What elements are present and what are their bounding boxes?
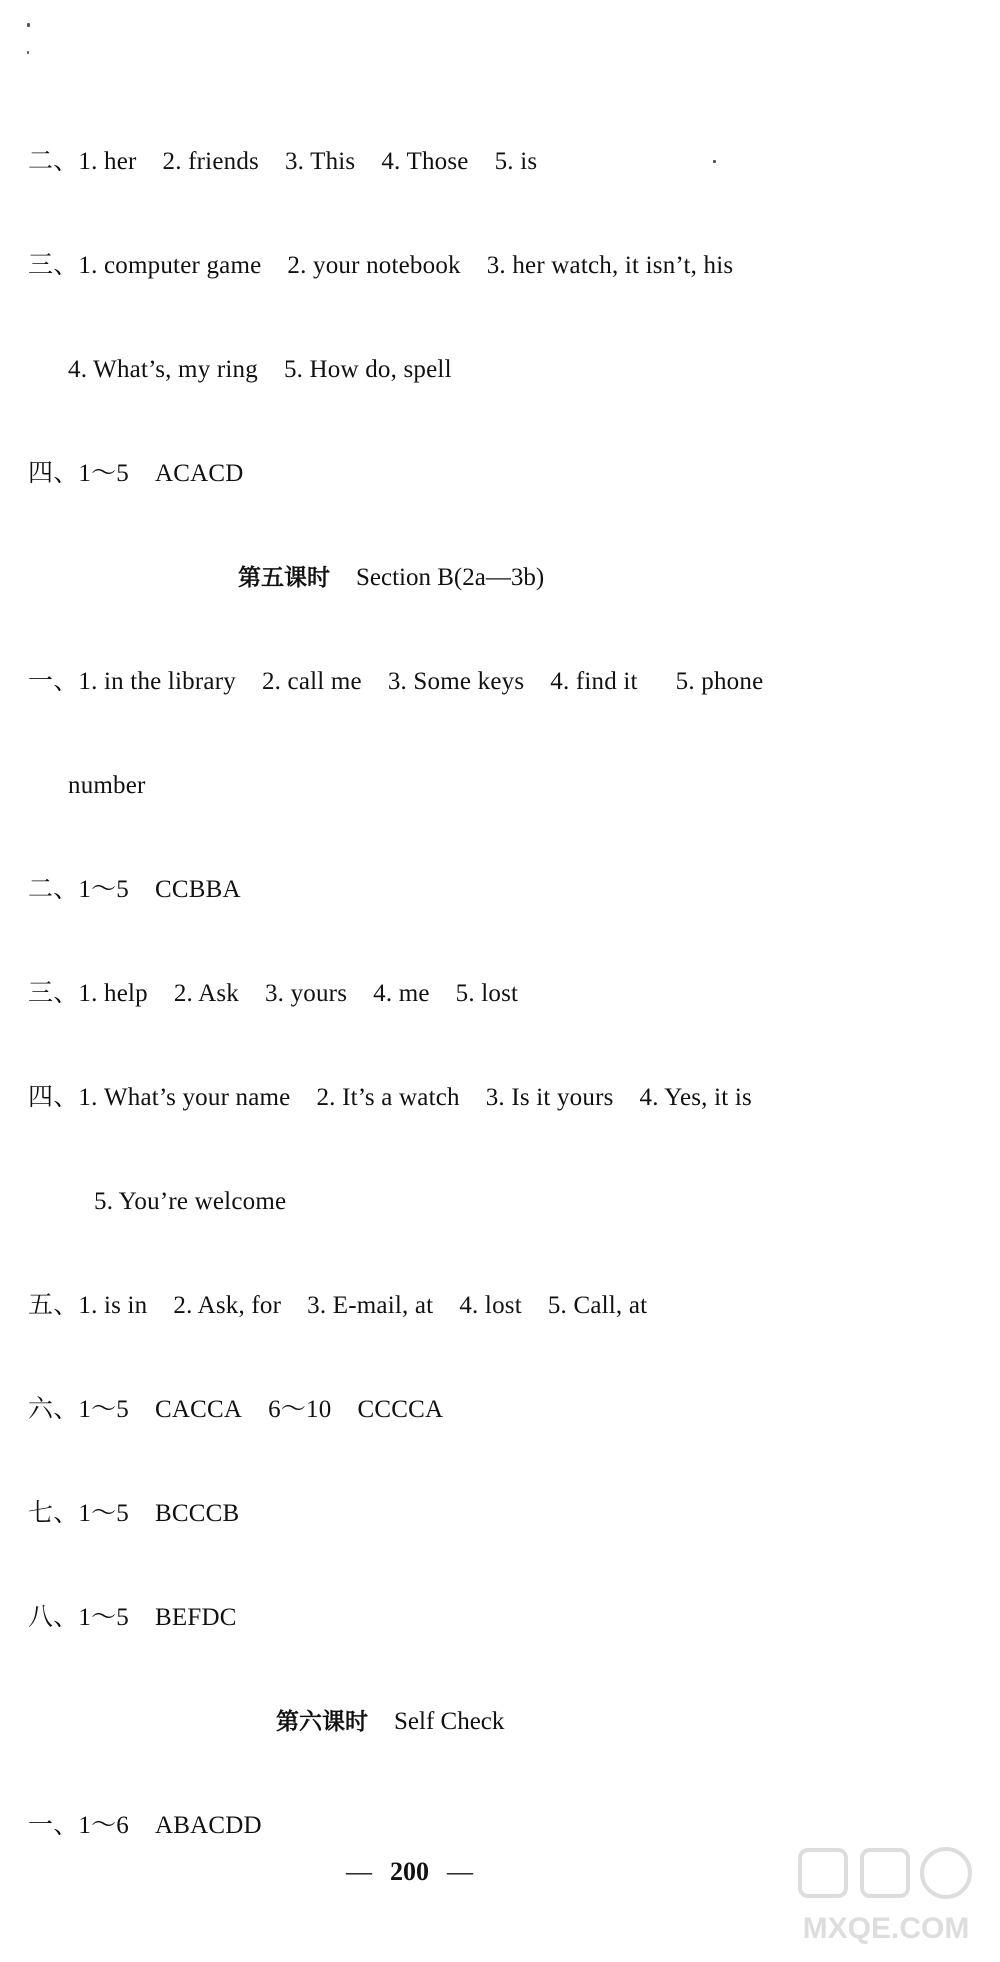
answer-range: 1～5 <box>78 1500 130 1527</box>
answer-item: 3. her watch, it isn’t, his <box>486 252 734 279</box>
answer-item: 3. Some keys <box>387 668 525 695</box>
answer-item: 5. is <box>494 148 538 175</box>
answer-line-7 <box>28 1498 239 1530</box>
watermark-text: MXQE.COM <box>802 1912 970 1945</box>
answer-item: 2. call me <box>261 668 362 695</box>
lesson-title: Section B(2a—3b) <box>356 564 545 591</box>
answer-letters: CCBBA <box>155 876 241 903</box>
answer-item: 1. is in <box>78 1292 148 1319</box>
answer-item: 1. What’s your name <box>78 1084 291 1111</box>
answer-item: 5. How do, spell <box>283 356 452 383</box>
answer-item: 2. It’s a watch <box>316 1084 460 1111</box>
answer-item: 4. me <box>373 980 430 1007</box>
answer-line-4 <box>28 1082 752 1114</box>
answer-item: 2. Ask, for <box>173 1292 282 1319</box>
scan-speck <box>27 23 30 27</box>
section-prefix: 三、 <box>28 252 79 279</box>
answer-letters: CCCCA <box>357 1396 444 1423</box>
answer-range: 6～10 <box>268 1396 332 1423</box>
lesson-number: 第五课时 <box>238 565 330 591</box>
section-prefix: 五、 <box>28 1292 79 1319</box>
answer-item: 2. friends <box>162 148 259 175</box>
section-prefix: 七、 <box>28 1500 79 1527</box>
answer-line-1 <box>28 1810 262 1842</box>
answer-line-1 <box>28 666 763 698</box>
answer-letters: ACACD <box>155 460 244 487</box>
section-prefix: 二、 <box>28 876 79 903</box>
answer-item: 4. Those <box>381 148 469 175</box>
answer-range: 1～6 <box>78 1812 130 1839</box>
answer-line-3 <box>28 250 733 282</box>
answer-item: 1. computer game <box>78 252 262 279</box>
answer-range: 1～5 <box>78 1396 130 1423</box>
answer-line-4-continued <box>94 1186 286 1218</box>
answer-letters: ABACDD <box>155 1812 262 1839</box>
answer-letters: CACCA <box>155 1396 243 1423</box>
answer-item: 1. her <box>78 148 137 175</box>
answer-item: 1. help <box>78 980 148 1007</box>
answer-line-5 <box>28 1290 647 1322</box>
answer-line-3 <box>28 978 518 1010</box>
answer-item: 3. yours <box>264 980 348 1007</box>
watermark-logo <box>786 1842 986 1952</box>
answer-item: 2. Ask <box>173 980 239 1007</box>
page-number-dash: — <box>346 1857 372 1886</box>
page-number-value: 200 <box>390 1857 429 1886</box>
answer-line-3-continued <box>68 354 452 386</box>
answer-item: 2. your notebook <box>287 252 461 279</box>
answer-line-4 <box>28 458 244 490</box>
section-prefix: 四、 <box>28 460 79 487</box>
answer-line-2 <box>28 874 241 906</box>
answer-item: 4. find it <box>550 668 638 695</box>
section-prefix: 八、 <box>28 1604 79 1631</box>
answer-item: 5. Call, at <box>547 1292 648 1319</box>
section-prefix: 二、 <box>28 148 79 175</box>
lesson-heading-5 <box>238 562 544 594</box>
answer-item: 1. in the library <box>78 668 236 695</box>
section-prefix: 四、 <box>28 1084 79 1111</box>
answer-item: 5. You’re welcome <box>94 1188 287 1215</box>
lesson-title: Self Check <box>394 1708 505 1735</box>
page-number <box>328 1856 491 1888</box>
lesson-heading-6 <box>276 1706 504 1738</box>
answer-item: 3. This <box>284 148 356 175</box>
scan-speck <box>27 51 29 54</box>
answer-line-6 <box>28 1394 443 1426</box>
answer-range: 1～5 <box>78 876 130 903</box>
section-prefix: 六、 <box>28 1396 79 1423</box>
answer-range: 1～5 <box>78 460 130 487</box>
answer-item: 5. lost <box>455 980 519 1007</box>
page-number-dash: — <box>447 1857 473 1886</box>
section-prefix: 一、 <box>28 668 79 695</box>
answer-item: number <box>68 772 146 799</box>
answer-item: 3. E-mail, at <box>307 1292 434 1319</box>
answer-item: 4. What’s, my ring <box>68 356 258 383</box>
section-prefix: 三、 <box>28 980 79 1007</box>
lesson-number: 第六课时 <box>276 1709 368 1735</box>
answer-line-1-continued <box>68 770 146 802</box>
scan-speck <box>713 160 716 163</box>
answer-line-8 <box>28 1602 237 1634</box>
answer-item: 4. Yes, it is <box>639 1084 752 1111</box>
answer-range: 1～5 <box>78 1604 130 1631</box>
answer-letters: BEFDC <box>155 1604 237 1631</box>
section-prefix: 一、 <box>28 1812 79 1839</box>
answer-letters: BCCCB <box>155 1500 240 1527</box>
answer-item: 5. phone <box>675 668 764 695</box>
answer-item: 3. Is it yours <box>485 1084 614 1111</box>
answer-line-2 <box>28 146 537 178</box>
answer-item: 4. lost <box>459 1292 522 1319</box>
